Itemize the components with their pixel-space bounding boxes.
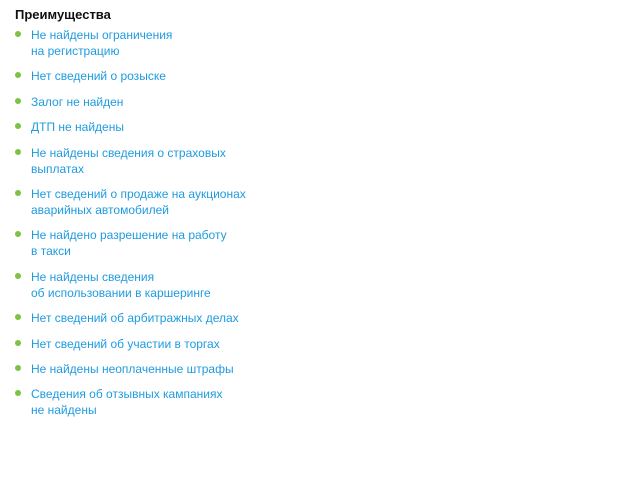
advantage-text-line: об использовании в каршеринге (31, 285, 211, 300)
advantage-item (15, 336, 415, 352)
advantage-text[interactable] (31, 310, 415, 326)
advantage-text[interactable] (31, 227, 415, 259)
advantage-text-line: ДТП не найдены (31, 120, 124, 135)
advantage-text-line: не найдены (31, 403, 97, 418)
advantage-item (15, 119, 415, 135)
advantage-text-line: Не найдено разрешение на работу (31, 228, 227, 243)
advantage-text-line: Не найдены сведения о страховых (31, 145, 226, 160)
advantage-text-line: Залог не найден (31, 94, 124, 109)
bullet-dot-icon (15, 365, 21, 371)
advantage-text-line: Не найдены сведения (31, 269, 155, 284)
advantage-text[interactable] (31, 145, 415, 177)
advantage-text[interactable] (31, 27, 415, 59)
advantage-text[interactable] (31, 269, 415, 301)
bullet-dot-icon (15, 123, 21, 129)
advantage-item (15, 386, 415, 418)
bullet-dot-icon (15, 72, 21, 78)
advantage-text[interactable] (31, 94, 415, 110)
advantage-text-line: в такси (31, 244, 71, 259)
advantages-list (15, 27, 415, 418)
bullet-dot-icon (15, 98, 21, 104)
advantage-text[interactable] (31, 186, 415, 218)
advantage-item (15, 94, 415, 110)
advantage-text[interactable] (31, 119, 415, 135)
advantage-text-line: Не найдены неоплаченные штрафы (31, 361, 234, 376)
advantage-item (15, 145, 415, 177)
bullet-dot-icon (15, 273, 21, 279)
bullet-dot-icon (15, 231, 21, 237)
advantage-text-line: Нет сведений о продаже на аукционах (31, 186, 246, 201)
advantage-item (15, 186, 415, 218)
advantage-item (15, 269, 415, 301)
advantage-item (15, 27, 415, 59)
bullet-dot-icon (15, 340, 21, 346)
advantage-text[interactable] (31, 68, 415, 84)
advantage-text-line: Сведения об отзывных кампаниях (31, 387, 223, 402)
bullet-dot-icon (15, 149, 21, 155)
advantage-text[interactable] (31, 386, 415, 418)
advantage-text-line: выплатах (31, 161, 84, 176)
advantage-item (15, 361, 415, 377)
advantage-text[interactable] (31, 336, 415, 352)
bullet-dot-icon (15, 390, 21, 396)
advantage-text-line: на регистрацию (31, 44, 120, 58)
advantage-text-line: Нет сведений об арбитражных делах (31, 311, 239, 326)
advantage-item (15, 68, 415, 84)
advantage-text-line: Не найдены ограничения (31, 28, 173, 42)
advantage-text-line: Нет сведений об участии в торгах (31, 336, 220, 351)
advantage-text-line: Нет сведений о розыске (31, 69, 166, 84)
advantage-item (15, 310, 415, 326)
advantage-text[interactable] (31, 361, 415, 377)
advantage-text-line: аварийных автомобилей (31, 202, 169, 217)
bullet-dot-icon (15, 190, 21, 196)
bullet-dot-icon (15, 314, 21, 320)
advantages-panel (15, 7, 415, 428)
advantage-item (15, 227, 415, 259)
bullet-dot-icon (15, 31, 21, 37)
section-title: Преимущества (15, 7, 111, 22)
